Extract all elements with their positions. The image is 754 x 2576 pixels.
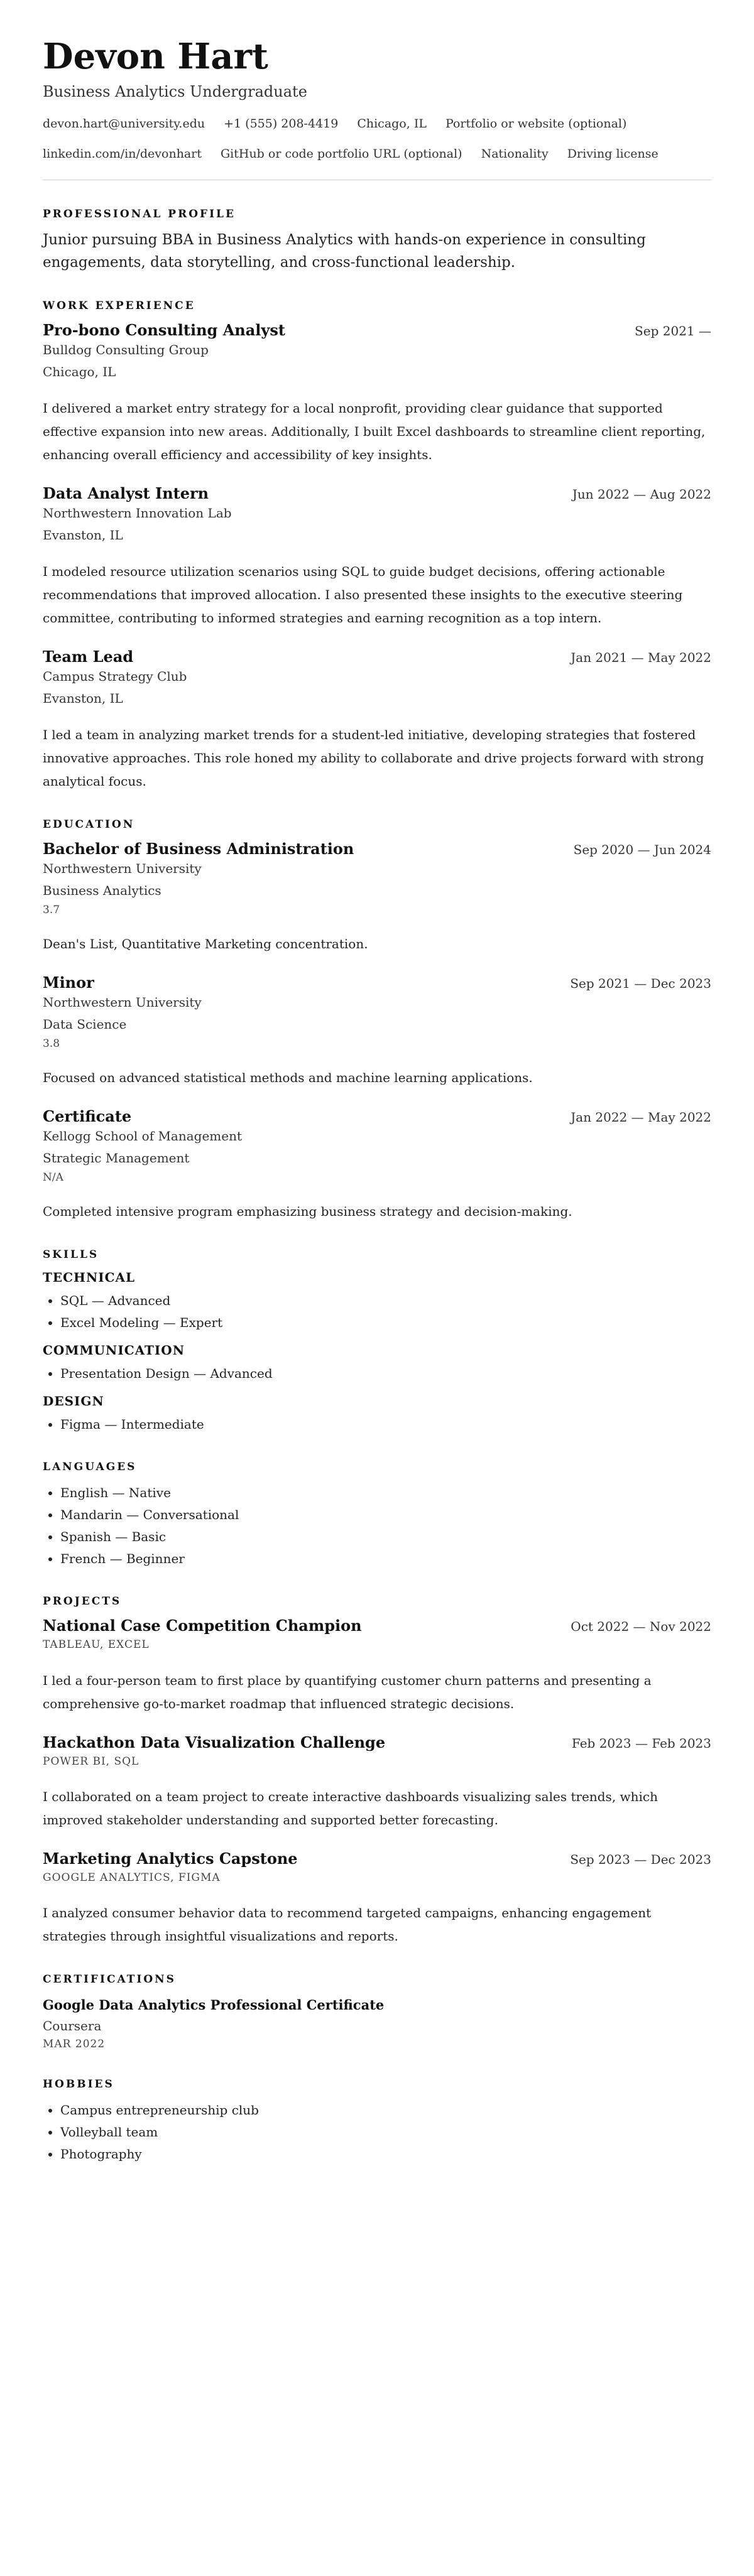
skill-item: • SQL — Advanced bbox=[60, 1290, 711, 1312]
education-degree: Certificate bbox=[43, 1107, 132, 1126]
project-name: Marketing Analytics Capstone bbox=[43, 1849, 298, 1868]
project-description: I collaborated on a team project to create interactive dashboards visualizing sales trends, which improved stakeholder understanding and supported better forecasting. bbox=[43, 1789, 658, 1827]
language-item: • Mandarin — Conversational bbox=[60, 1504, 711, 1526]
experience-org: Northwestern Innovation Lab bbox=[43, 505, 232, 521]
languages-section bbox=[43, 1461, 711, 1570]
education-entry bbox=[43, 973, 711, 1090]
experience-dates: Jan 2021 — May 2022 bbox=[571, 649, 711, 665]
experience-entry bbox=[43, 321, 711, 467]
hobbies-section bbox=[43, 2078, 711, 2165]
education-school: Northwestern University bbox=[43, 994, 202, 1010]
education-section bbox=[43, 818, 711, 1224]
education-field: Data Science bbox=[43, 1016, 127, 1032]
education-gpa: N/A bbox=[43, 1171, 63, 1184]
profile-section bbox=[43, 208, 711, 274]
contact-nationality: Nationality bbox=[481, 146, 549, 161]
project-tags: GOOGLE ANALYTICS, FIGMA bbox=[43, 1871, 221, 1884]
project-dates: Sep 2023 — Dec 2023 bbox=[570, 1851, 711, 1867]
contact-github[interactable]: GitHub or code portfolio URL (optional) bbox=[220, 146, 462, 161]
section-title-certifications: CERTIFICATIONS bbox=[43, 1973, 176, 1986]
experience-location: Chicago, IL bbox=[43, 364, 116, 379]
project-name: Hackathon Data Visualization Challenge bbox=[43, 1733, 386, 1751]
contact-driving-license: Driving license bbox=[567, 146, 658, 161]
hobby-item: • Volleyball team bbox=[60, 2121, 711, 2143]
project-entry bbox=[43, 1616, 711, 1715]
project-entry bbox=[43, 1849, 711, 1948]
contact-location: Chicago, IL bbox=[357, 116, 427, 131]
education-entry bbox=[43, 1107, 711, 1223]
experience-org: Bulldog Consulting Group bbox=[43, 342, 209, 357]
experience-description: I modeled resource utilization scenarios using SQL to guide budget decisions, offering actionable recommendations that improved allocation. I also presented these insights to the executive steering committee, contributing to informed strategies and earning recognition as a top intern. bbox=[43, 563, 683, 625]
section-title-profile: PROFESSIONAL PROFILE bbox=[43, 208, 236, 221]
project-entry bbox=[43, 1733, 711, 1832]
contact-info bbox=[43, 114, 711, 164]
experience-entry bbox=[43, 647, 711, 793]
project-dates: Oct 2022 — Nov 2022 bbox=[571, 1619, 711, 1635]
hobby-item: • Campus entrepreneurship club bbox=[60, 2099, 711, 2121]
education-degree: Minor bbox=[43, 973, 94, 992]
skill-category: TECHNICAL bbox=[43, 1270, 136, 1285]
language-item: • Spanish — Basic bbox=[60, 1526, 711, 1548]
language-item: • English — Native bbox=[60, 1482, 711, 1504]
section-title-skills: SKILLS bbox=[43, 1248, 99, 1262]
candidate-subtitle: Business Analytics Undergraduate bbox=[43, 82, 307, 100]
project-tags: POWER BI, SQL bbox=[43, 1755, 139, 1768]
skill-item: • Figma — Intermediate bbox=[60, 1414, 711, 1436]
education-school: Kellogg School of Management bbox=[43, 1128, 243, 1144]
section-title-education: EDUCATION bbox=[43, 818, 135, 831]
skill-group-communication bbox=[43, 1343, 711, 1385]
education-dates: Sep 2021 — Dec 2023 bbox=[570, 975, 711, 991]
education-description: Focused on advanced statistical methods and machine learning applications. bbox=[43, 1070, 533, 1086]
experience-description: I delivered a market entry strategy for a local nonprofit, providing clear guidance that supported effective expansion into new areas. Additionally, I built Excel dashboards to streamline client reporting, enhancing overall efficiency and accessibility of key insights. bbox=[43, 400, 706, 462]
section-title-languages: LANGUAGES bbox=[43, 1461, 137, 1474]
language-item: • French — Beginner bbox=[60, 1548, 711, 1570]
project-tags: TABLEAU, EXCEL bbox=[43, 1638, 150, 1652]
experience-role: Team Lead bbox=[43, 647, 134, 666]
education-field: Strategic Management bbox=[43, 1150, 190, 1166]
project-name: National Case Competition Champion bbox=[43, 1616, 362, 1635]
experience-org: Campus Strategy Club bbox=[43, 668, 187, 684]
contact-phone[interactable]: +1 (555) 208-4419 bbox=[224, 116, 339, 131]
experience-role: Data Analyst Intern bbox=[43, 484, 209, 502]
skills-section bbox=[43, 1248, 711, 1436]
education-dates: Sep 2020 — Jun 2024 bbox=[573, 842, 711, 857]
contact-email[interactable]: devon.hart@university.edu bbox=[43, 116, 205, 131]
experience-dates: Sep 2021 — bbox=[635, 323, 711, 338]
experience-role: Pro-bono Consulting Analyst bbox=[43, 320, 285, 339]
section-title-hobbies: HOBBIES bbox=[43, 2077, 114, 2091]
education-entry bbox=[43, 840, 711, 956]
certification-date: MAR 2022 bbox=[43, 2037, 106, 2050]
section-title-projects: PROJECTS bbox=[43, 1595, 122, 1608]
project-description: I led a four-person team to first place by quantifying customer churn patterns and presenting a comprehensive go-to-market roadmap that influenced strategic decisions. bbox=[43, 1672, 652, 1711]
contact-portfolio[interactable]: Portfolio or website (optional) bbox=[445, 116, 627, 131]
education-dates: Jan 2022 — May 2022 bbox=[571, 1110, 711, 1125]
education-field: Business Analytics bbox=[43, 882, 161, 898]
experience-location: Evanston, IL bbox=[43, 690, 123, 706]
education-description: Completed intensive program emphasizing business strategy and decision-making. bbox=[43, 1204, 572, 1220]
projects-section bbox=[43, 1595, 711, 1948]
hobby-item: • Photography bbox=[60, 2143, 711, 2165]
experience-entry bbox=[43, 484, 711, 630]
skill-item: • Presentation Design — Advanced bbox=[60, 1363, 711, 1385]
skill-item: • Excel Modeling — Expert bbox=[60, 1312, 711, 1334]
education-description: Dean's List, Quantitative Marketing concentration. bbox=[43, 936, 368, 951]
experience-section bbox=[43, 300, 711, 793]
certification-issuer: Coursera bbox=[43, 2018, 102, 2033]
education-degree: Bachelor of Business Administration bbox=[43, 839, 354, 858]
education-gpa: 3.8 bbox=[43, 1037, 60, 1050]
certification-name: Google Data Analytics Professional Certificate bbox=[43, 1997, 385, 2013]
education-school: Northwestern University bbox=[43, 860, 202, 876]
experience-location: Evanston, IL bbox=[43, 527, 123, 543]
skill-group-technical bbox=[43, 1270, 711, 1334]
experience-description: I led a team in analyzing market trends for a student-led initiative, developing strategies that fostered innovative approaches. This role honed my ability to collaborate and drive projects forward with strong analytical focus. bbox=[43, 727, 704, 789]
contact-linkedin[interactable]: linkedin.com/in/devonhart bbox=[43, 146, 202, 161]
education-gpa: 3.7 bbox=[43, 903, 60, 916]
candidate-name: Devon Hart bbox=[43, 36, 268, 77]
project-description: I analyzed consumer behavior data to recommend targeted campaigns, enhancing engagement strategies through insightful visualizations and reports. bbox=[43, 1905, 652, 1944]
skill-category: DESIGN bbox=[43, 1394, 104, 1409]
skill-group-design bbox=[43, 1394, 711, 1436]
experience-dates: Jun 2022 — Aug 2022 bbox=[572, 486, 711, 502]
skill-category: COMMUNICATION bbox=[43, 1343, 185, 1358]
certifications-section bbox=[43, 1973, 711, 2053]
project-dates: Feb 2023 — Feb 2023 bbox=[571, 1735, 711, 1751]
section-title-experience: WORK EXPERIENCE bbox=[43, 299, 195, 312]
profile-text: Junior pursuing BBA in Business Analytics with hands-on experience in consulting engagements, data storytelling, and cross-functional leadership. bbox=[43, 232, 646, 271]
